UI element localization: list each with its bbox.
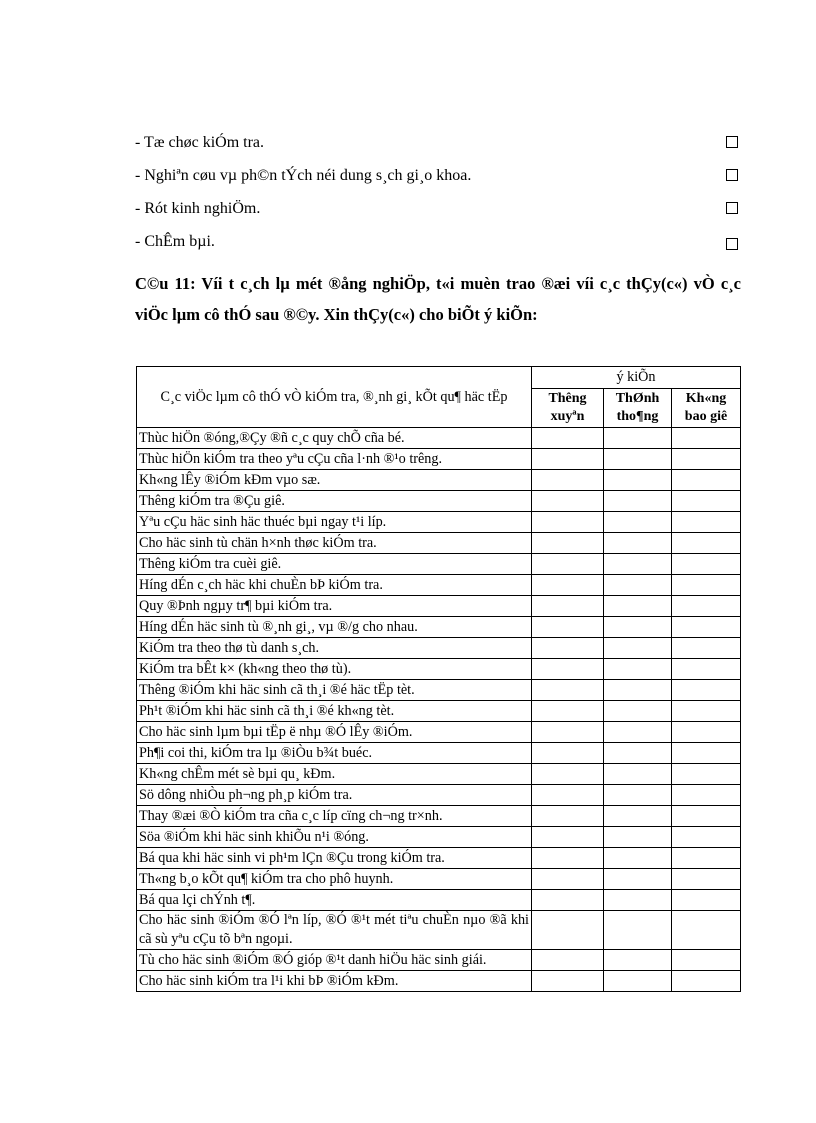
answer-cell-never[interactable]	[672, 638, 741, 659]
activity-cell: Cho häc sinh ®iÓm ®Ó lªn líp, ®Ó ®¹t mét tiªu chuÈn nµo ®ã khi cã sù yªu cÇu tõ bªn ngoµi.	[137, 911, 532, 950]
answer-cell-sometimes[interactable]	[604, 743, 672, 764]
checkbox[interactable]	[726, 169, 738, 181]
activity-cell: Cho häc sinh lµm bµi tËp ë nhµ ®Ó lÊy ®iÓm.	[137, 722, 532, 743]
table-row	[137, 785, 741, 806]
frequency-sometimes-header: ThØnh tho¶ng	[604, 389, 672, 428]
table-row	[137, 512, 741, 533]
answer-cell-never[interactable]	[672, 950, 741, 971]
activity-cell: Kh«ng chÊm mét sè bµi qu¸ kÐm.	[137, 764, 532, 785]
answer-cell-sometimes[interactable]	[604, 491, 672, 512]
answer-cell-never[interactable]	[672, 869, 741, 890]
table-row	[137, 428, 741, 449]
answer-cell-often[interactable]	[532, 617, 604, 638]
activity-cell: Ph¶i coi thi, kiÓm tra lµ ®iÒu b¾t buéc.	[137, 743, 532, 764]
answer-cell-sometimes[interactable]	[604, 680, 672, 701]
answer-cell-never[interactable]	[672, 890, 741, 911]
answer-cell-never[interactable]	[672, 701, 741, 722]
answer-cell-never[interactable]	[672, 764, 741, 785]
table-row	[137, 554, 741, 575]
answer-cell-sometimes[interactable]	[604, 785, 672, 806]
answer-cell-never[interactable]	[672, 617, 741, 638]
answer-cell-never[interactable]	[672, 554, 741, 575]
table-row	[137, 470, 741, 491]
answer-cell-often[interactable]	[532, 596, 604, 617]
activity-cell: Sö dông nhiÒu ph¬ng ph¸p kiÓm tra.	[137, 785, 532, 806]
answer-cell-often[interactable]	[532, 827, 604, 848]
answer-cell-sometimes[interactable]	[604, 890, 672, 911]
activity-cell: Thùc hiÖn kiÓm tra theo yªu cÇu cña l·nh ®¹o trêng.	[137, 449, 532, 470]
answer-cell-never[interactable]	[672, 680, 741, 701]
answer-cell-often[interactable]	[532, 491, 604, 512]
answer-cell-often[interactable]	[532, 722, 604, 743]
answer-cell-often[interactable]	[532, 890, 604, 911]
table-row	[137, 701, 741, 722]
activity-cell: Bá qua lçi chÝnh t¶.	[137, 890, 532, 911]
answer-cell-never[interactable]	[672, 971, 741, 992]
answer-cell-never[interactable]	[672, 449, 741, 470]
answer-cell-sometimes[interactable]	[604, 701, 672, 722]
answer-cell-never[interactable]	[672, 743, 741, 764]
table-row	[137, 575, 741, 596]
activity-cell: Thêng kiÓm tra cuèi giê.	[137, 554, 532, 575]
answer-cell-often[interactable]	[532, 449, 604, 470]
activity-cell: KiÓm tra bÊt k× (kh«ng theo thø tù).	[137, 659, 532, 680]
table-row	[137, 638, 741, 659]
activity-cell: Thêng kiÓm tra ®Çu giê.	[137, 491, 532, 512]
activity-cell: Yªu cÇu häc sinh häc thuéc bµi ngay t¹i líp.	[137, 512, 532, 533]
checklist-item	[135, 164, 741, 197]
table-row	[137, 971, 741, 992]
survey-table	[136, 366, 741, 992]
table-row	[137, 827, 741, 848]
activity-cell: Híng dÉn häc sinh tù ®¸nh gi¸, vµ ®/g cho nhau.	[137, 617, 532, 638]
answer-cell-sometimes[interactable]	[604, 638, 672, 659]
table-row	[137, 596, 741, 617]
answer-cell-often[interactable]	[532, 785, 604, 806]
activity-cell: Th«ng b¸o kÕt qu¶ kiÓm tra cho phô huynh.	[137, 869, 532, 890]
answer-cell-sometimes[interactable]	[604, 512, 672, 533]
activities-header: C¸c viÖc lµm cô thÓ vÒ kiÓm tra, ®¸nh gi¸ kÕt qu¶ häc tËp	[137, 367, 532, 428]
answer-cell-sometimes[interactable]	[604, 575, 672, 596]
table-row	[137, 722, 741, 743]
table-row	[137, 950, 741, 971]
answer-cell-often[interactable]	[532, 554, 604, 575]
answer-cell-often[interactable]	[532, 911, 604, 950]
activity-cell: Söa ®iÓm khi häc sinh khiÕu n¹i ®óng.	[137, 827, 532, 848]
activity-cell: Bá qua khi häc sinh vi ph¹m lÇn ®Çu trong kiÓm tra.	[137, 848, 532, 869]
answer-cell-sometimes[interactable]	[604, 869, 672, 890]
activity-cell: KiÓm tra theo thø tù danh s¸ch.	[137, 638, 532, 659]
answer-cell-often[interactable]	[532, 950, 604, 971]
answer-cell-never[interactable]	[672, 575, 741, 596]
answer-cell-sometimes[interactable]	[604, 596, 672, 617]
answer-cell-never[interactable]	[672, 533, 741, 554]
table-row	[137, 911, 741, 950]
checklist-label: - Rót kinh nghiÖm.	[135, 200, 261, 217]
table-row	[137, 806, 741, 827]
table-header-row	[137, 367, 741, 389]
answer-cell-often[interactable]	[532, 971, 604, 992]
table-row	[137, 869, 741, 890]
activity-cell: Thùc hiÖn ®óng,®Çy ®ñ c¸c quy chÕ cña bé.	[137, 428, 532, 449]
table-row	[137, 680, 741, 701]
checklist-item	[135, 131, 741, 164]
answer-cell-never[interactable]	[672, 848, 741, 869]
table-row	[137, 491, 741, 512]
answer-cell-often[interactable]	[532, 512, 604, 533]
table-row	[137, 449, 741, 470]
answer-cell-sometimes[interactable]	[604, 764, 672, 785]
checklist	[135, 131, 741, 263]
answer-cell-often[interactable]	[532, 428, 604, 449]
checklist-item	[135, 230, 741, 263]
answer-cell-often[interactable]	[532, 743, 604, 764]
answer-cell-sometimes[interactable]	[604, 827, 672, 848]
answer-cell-often[interactable]	[532, 848, 604, 869]
answer-cell-often[interactable]	[532, 701, 604, 722]
table-row	[137, 890, 741, 911]
answer-cell-sometimes[interactable]	[604, 659, 672, 680]
answer-cell-never[interactable]	[672, 785, 741, 806]
activity-cell: Quy ®Þnh ngµy tr¶ bµi kiÓm tra.	[137, 596, 532, 617]
answer-cell-never[interactable]	[672, 827, 741, 848]
frequency-never-header: Kh«ng bao giê	[672, 389, 741, 428]
checkbox[interactable]	[726, 202, 738, 214]
answer-cell-never[interactable]	[672, 722, 741, 743]
activity-cell: Ph¹t ®iÓm khi häc sinh cã th¸i ®é kh«ng tèt.	[137, 701, 532, 722]
activity-cell: Kh«ng lÊy ®iÓm kÐm vµo sæ.	[137, 470, 532, 491]
answer-cell-never[interactable]	[672, 659, 741, 680]
checklist-label: - Tæ chøc kiÓm tra.	[135, 134, 265, 151]
answer-cell-sometimes[interactable]	[604, 722, 672, 743]
answer-cell-often[interactable]	[532, 680, 604, 701]
activity-cell: Thêng ®iÓm khi häc sinh cã th¸i ®é häc tËp tèt.	[137, 680, 532, 701]
answer-cell-often[interactable]	[532, 659, 604, 680]
activity-cell: Thay ®æi ®Ò kiÓm tra cña c¸c líp cïng ch¬ng tr×nh.	[137, 806, 532, 827]
answer-cell-sometimes[interactable]	[604, 950, 672, 971]
checkbox[interactable]	[726, 136, 738, 148]
answer-cell-never[interactable]	[672, 512, 741, 533]
answer-cell-sometimes[interactable]	[604, 848, 672, 869]
table-row	[137, 533, 741, 554]
answer-cell-often[interactable]	[532, 638, 604, 659]
answer-cell-sometimes[interactable]	[604, 533, 672, 554]
answer-cell-sometimes[interactable]	[604, 449, 672, 470]
activity-cell: Cho häc sinh tù chän h×nh thøc kiÓm tra.	[137, 533, 532, 554]
answer-cell-never[interactable]	[672, 806, 741, 827]
table-row	[137, 743, 741, 764]
answer-cell-often[interactable]	[532, 470, 604, 491]
table-row	[137, 617, 741, 638]
checkbox[interactable]	[726, 238, 738, 250]
answer-cell-never[interactable]	[672, 428, 741, 449]
table-row	[137, 848, 741, 869]
frequency-often-header: Thêng xuyªn	[532, 389, 604, 428]
checklist-label: - ChÊm bµi.	[135, 233, 215, 250]
answer-cell-never[interactable]	[672, 911, 741, 950]
answer-cell-never[interactable]	[672, 491, 741, 512]
opinion-header: ý kiÕn	[532, 367, 741, 389]
activity-cell: Tù cho häc sinh ®iÓm ®Ó gióp ®¹t danh hiÖu häc sinh giái.	[137, 950, 532, 971]
answer-cell-sometimes[interactable]	[604, 971, 672, 992]
answer-cell-never[interactable]	[672, 596, 741, 617]
answer-cell-sometimes[interactable]	[604, 554, 672, 575]
activity-cell: Cho häc sinh kiÓm tra l¹i khi bÞ ®iÓm kÐm.	[137, 971, 532, 992]
table-row	[137, 764, 741, 785]
answer-cell-often[interactable]	[532, 806, 604, 827]
answer-cell-sometimes[interactable]	[604, 470, 672, 491]
answer-cell-often[interactable]	[532, 764, 604, 785]
table-row	[137, 659, 741, 680]
answer-cell-often[interactable]	[532, 533, 604, 554]
answer-cell-sometimes[interactable]	[604, 428, 672, 449]
question-text: C©u 11: Víi t c¸ch lµ mét ®ång nghiÖp, t«i muèn trao ®æi víi c¸c thÇy(c«) vÒ c¸c viÖc lµm cô thÓ sau ®©y. Xin thÇy(c«) cho biÕt ý kiÕn:	[135, 274, 741, 324]
checklist-label: - Nghiªn cøu vµ ph©n tÝch néi dung s¸ch gi¸o khoa.	[135, 167, 472, 184]
checklist-item	[135, 197, 741, 230]
answer-cell-never[interactable]	[672, 470, 741, 491]
answer-cell-often[interactable]	[532, 575, 604, 596]
answer-cell-often[interactable]	[532, 869, 604, 890]
answer-cell-sometimes[interactable]	[604, 617, 672, 638]
activity-cell: Híng dÉn c¸ch häc khi chuÈn bÞ kiÓm tra.	[137, 575, 532, 596]
answer-cell-sometimes[interactable]	[604, 911, 672, 950]
answer-cell-sometimes[interactable]	[604, 806, 672, 827]
